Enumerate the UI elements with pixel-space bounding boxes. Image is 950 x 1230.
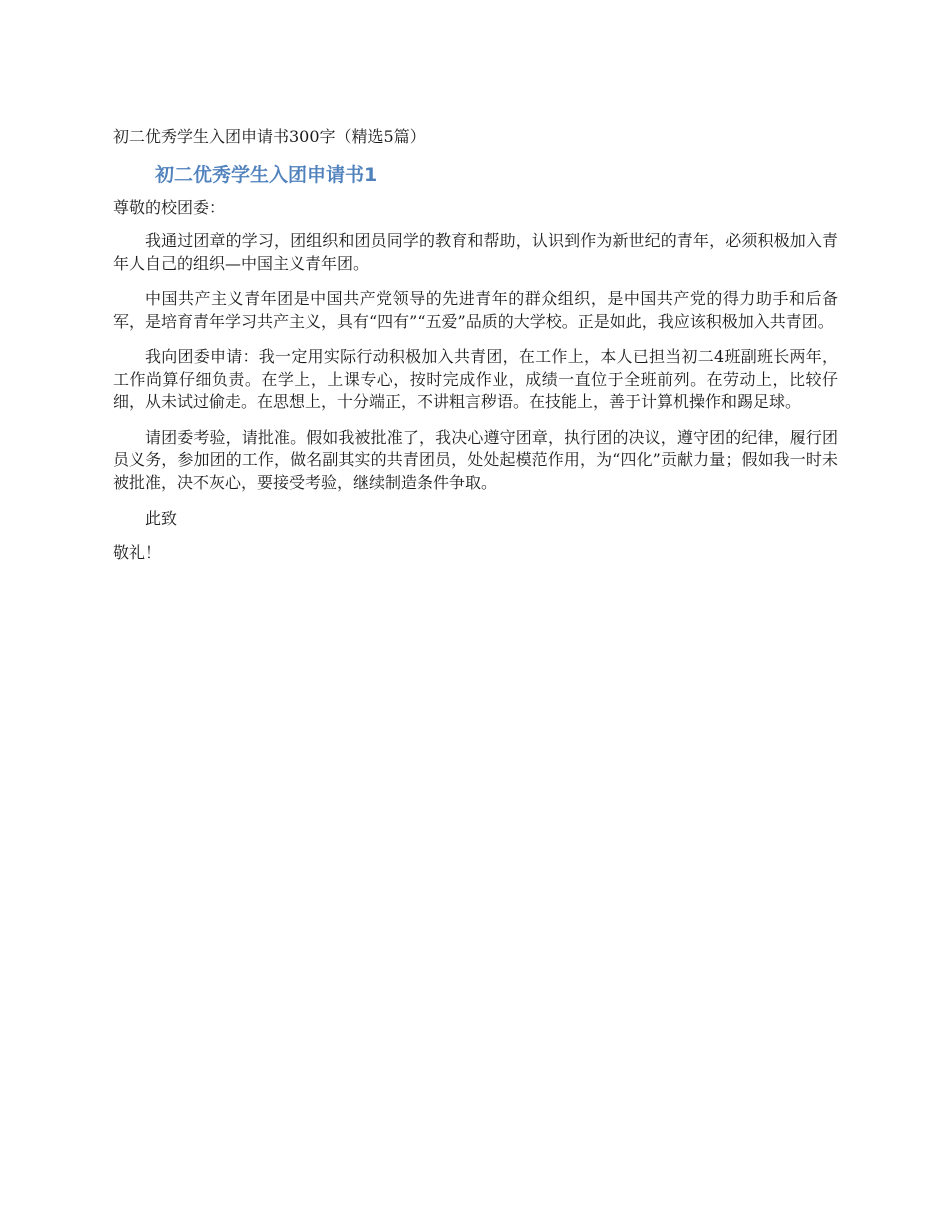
- document-page: [113, 124, 838, 575]
- closing-jingli: 敬礼！: [113, 543, 162, 562]
- section-heading: 初二优秀学生入团申请书1: [155, 164, 378, 186]
- body-paragraph-1: 我通过团章的学习，团组织和团员同学的教育和帮助，认识到作为新世纪的青年，必须积极加入青年人自己的组织—中国主义青年团。: [113, 231, 838, 273]
- closing-cizhi: 此致: [145, 509, 178, 528]
- salutation: 尊敬的校团委：: [113, 198, 226, 217]
- document-title: 初二优秀学生入团申请书300字（精选5篇）: [113, 127, 426, 146]
- body-paragraph-4: 请团委考验，请批准。假如我被批准了，我决心遵守团章，执行团的决议，遵守团的纪律，履行团员义务，参加团的工作，做名副其实的共青团员，处处起模范作用，为“四化”贡献力量；假如我一时未被批准，决不灰心，要接受考验，继续制造条件争取。: [113, 427, 838, 492]
- body-paragraph-3: 我向团委申请：我一定用实际行动积极加入共青团，在工作上，本人已担当初二4班副班长两年，工作尚算仔细负责。在学上，上课专心，按时完成作业，成绩一直位于全班前列。在劳动上，比较仔细，从未试过偷走。在思想上，十分端正，不讲粗言秽语。在技能上，善于计算机操作和踢足球。: [113, 347, 838, 411]
- body-paragraph-2: 中国共产主义青年团是中国共产党领导的先进青年的群众组织，是中国共产党的得力助手和后备军，是培育青年学习共产主义，具有“四有”“五爱”品质的大学校。正是如此，我应该积极加入共青团。: [113, 289, 838, 331]
